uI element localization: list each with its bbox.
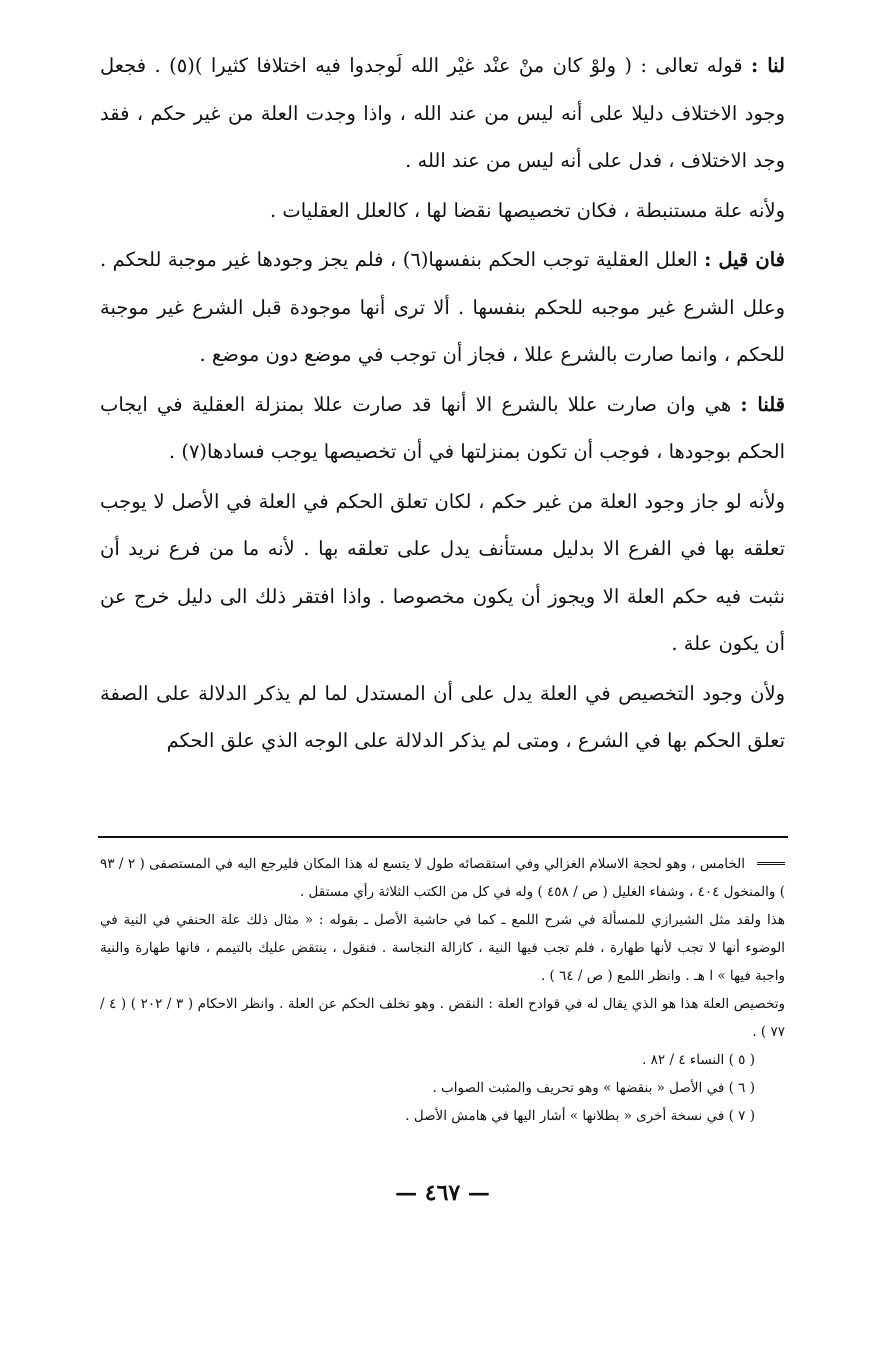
paragraph <box>100 381 785 476</box>
paragraph-lead: قلنا : <box>740 392 785 416</box>
footnote <box>100 906 785 990</box>
paragraph-lead: فان قيل : <box>704 248 786 271</box>
footnote-text: ( ٧ ) في نسخة أخرى « بطلانها » أشار اليها في هامش الأصل . <box>405 1108 755 1124</box>
paragraph <box>100 236 785 379</box>
paragraph-text: العلل العقلية توجب الحكم بنفسها(٦) ، فلم يجز وجودها غير موجبة للحكم . وعلل الشرع غير موجبه للحكم بنفسها . ألا ترى أنها موجودة قبل الشرع غير موجبة للحكم ، وانما صارت بالشرع عللا ، فجاز أن توجب في موضع دون موضع . <box>100 248 785 366</box>
paragraph-text: ولأنه علة مستنبطة ، فكان تخصيصها نقضا لها ، كالعلل العقليات . <box>270 198 785 222</box>
footnote <box>100 850 785 906</box>
paragraph-text: ولأنه لو جاز وجود العلة من غير حكم ، لكان تعلق الحكم في العلة في الأصل لا يوجب تعلقه بها في الفرع الا بدليل مستأنف يدل على تعلقه بها . لأنه ما من فرع نريد أن نثبت فيه حكم العلة الا ويجوز أن يكون مخصوصا . واذا افتقر ذلك الى دليل خرج عن أن يكون علة . <box>100 489 785 655</box>
paragraph <box>100 478 785 668</box>
paragraph <box>100 187 785 235</box>
footnote-divider <box>98 836 788 838</box>
footnote-text: وتخصيص العلة هذا هو الذي يقال له في قوادح العلة : النقض . وهو تخلف الحكم عن العلة . وانظر الاحكام ( ٣ / ٢٠٢ ) ( ٤ / ٧٧ ) . <box>100 996 785 1040</box>
footnote-text: هذا ولقد مثل الشيرازي للمسألة في شرح اللمع ـ كما في حاشية الأصل ـ بقوله : « مثال ذلك علة الحنفي في النية في الوضوء أنها لا تجب لأنها طهارة ، فلم تجب فيها النية ، كازالة النجاسة . فنقول ، ينتقض عليك بالتيمم ، فانها طهارة والنية واجبة فيها » ا هـ . وانظر اللمع ( ص / ٦٤ ) . <box>100 912 785 984</box>
paragraph <box>100 42 785 185</box>
footnote <box>100 1046 785 1074</box>
footnote-text: ( ٦ ) في الأصل « بنقضها » وهو تحريف والمثبت الصواب . <box>432 1080 755 1096</box>
continuation-mark <box>757 862 785 867</box>
paragraph-lead: لنا : <box>751 54 785 77</box>
footnote <box>100 990 785 1046</box>
paragraph-text: هي وان صارت عللا بالشرع الا أنها قد صارت عللا بمنزلة العقلية في ايجاب الحكم بوجودها ، فوجب أن تكون بمنزلتها في أن تخصيصها يوجب فسادها(٧) . <box>100 392 785 463</box>
footnote <box>100 1102 785 1130</box>
paragraph-text: ولأن وجود التخصيص في العلة يدل على أن المستدل لما لم يذكر الدلالة على الصفة تعلق الحكم بها في الشرع ، ومتى لم يذكر الدلالة على الوجه الذي علق الحكم <box>100 681 785 752</box>
paragraph <box>100 670 785 765</box>
main-text <box>100 42 785 767</box>
page-number: — ٤٦٧ — <box>395 1180 490 1206</box>
footnote-text: الخامس ، وهو لحجة الاسلام الغزالي وفي استقصائه طول لا يتسع له هذا المكان فليرجع اليه في المستصفى ( ٢ / ٩٣ ) والمنخول ٤٠٤ ، وشفاء الغليل ( ص / ٤٥٨ ) وله في كل من الكتب الثلاثة رأي مستقل . <box>100 856 785 900</box>
footnote-text: ( ٥ ) النساء ٤ / ٨٢ . <box>642 1052 755 1068</box>
paragraph-text: قوله تعالى : ( ولوْ كان منْ عنْد غيْر الله لَوجدوا فيه اختلافا كثيرا )(٥) . فجعل وجود الاختلاف دليلا على أنه ليس من عند الله ، واذا وجدت العلة من غير حكم ، فقد وجد الاختلاف ، فدل على أنه ليس من عند الله . <box>100 54 785 172</box>
footnote <box>100 1074 785 1102</box>
footnotes <box>100 850 785 1130</box>
